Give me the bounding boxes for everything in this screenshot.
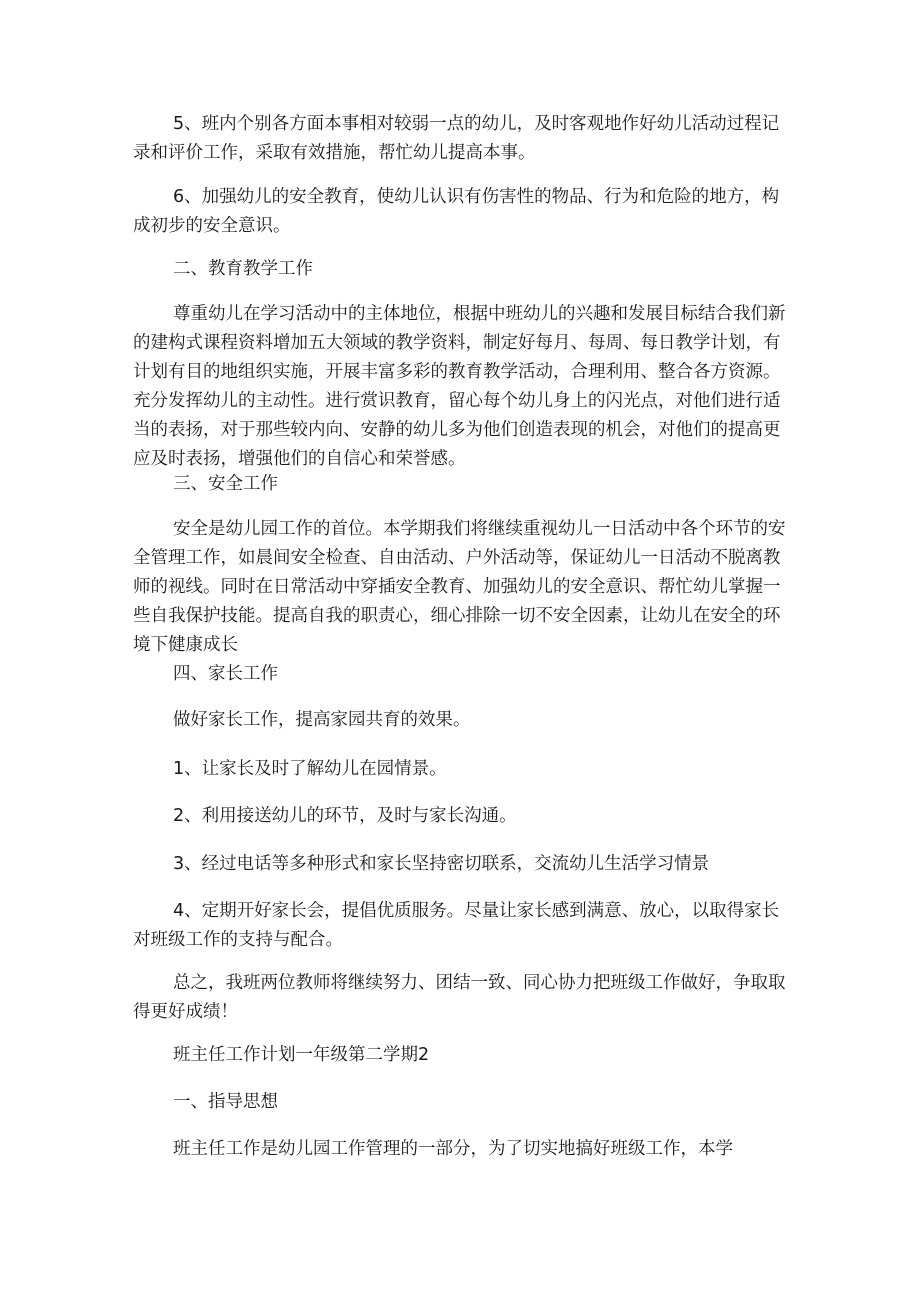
paragraph-parent-item-3: 3、经过电话等多种形式和家长坚持密切联系，交流幼儿生活学习情景 (173, 854, 710, 874)
paragraph-parent-intro: 做好家长工作，提高家园共育的效果。 (173, 710, 471, 730)
paragraph-guiding: 班主任工作是幼儿园工作管理的一部分，为了切实地搞好班级工作，本学 (173, 1139, 733, 1159)
paragraph-safety: 安全是幼儿园工作的首位。本学期我们将继续重视幼儿一日活动中各个环节的安全管理工作，如晨间安全检查、自由活动、户外活动等，保证幼儿一日活动不脱离教师的视线。同时在日常活动中穿插安全教育、加强幼儿的安全意识、帮忙幼儿掌握一些自我保护技能。提高自我的职责心，细心排除一切不安全因素，让幼儿在安全的环境下健康成长 (133, 519, 786, 655)
paragraph-parent-item-4: 4、定期开好家长会，提倡优质服务。尽量让家长感到满意、放心，以取得家长对班级工作的支持与配合。 (133, 901, 780, 950)
paragraph-conclusion: 总之，我班两位教师将继续努力、团结一致、同心协力把班级工作做好，争取取得更好成绩！ (133, 973, 786, 1022)
heading-safety-work: 三、安全工作 (173, 474, 278, 494)
paragraph-item-5: 5、班内个别各方面本事相对较弱一点的幼儿，及时客观地作好幼儿活动过程记录和评价工作，采取有效措施，帮忙幼儿提高本事。 (133, 114, 780, 163)
paragraph-teaching: 尊重幼儿在学习活动中的主体地位，根据中班幼儿的兴趣和发展目标结合我们新的建构式课程资料增加五大领域的教学资料，制定好每月、每周、每日教学计划，有计划有目的地组织实施，开展丰富多彩的教育教学活动，合理利用、整合各方资源。充分发挥幼儿的主动性。进行赏识教育，留心每个幼儿身上的闪光点，对他们进行适当的表扬，对于那些较内向、安静的幼儿多为他们创造表现的机会，对他们的提高更应及时表扬，增强他们的自信心和荣誉感。 (133, 304, 786, 469)
paragraph-item-6: 6、加强幼儿的安全教育，使幼儿认识有伤害性的物品、行为和危险的地方，构成初步的安全意识。 (133, 187, 780, 236)
heading-guiding-thought: 一、指导思想 (173, 1092, 278, 1112)
paragraph-parent-item-1: 1、让家长及时了解幼儿在园情景。 (173, 759, 447, 779)
heading-parent-work: 四、家长工作 (173, 664, 278, 684)
paragraph-parent-item-2: 2、利用接送幼儿的环节，及时与家长沟通。 (173, 806, 517, 826)
heading-teaching-work: 二、教育教学工作 (173, 259, 313, 279)
section-title: 班主任工作计划一年级第二学期2 (173, 1045, 430, 1065)
